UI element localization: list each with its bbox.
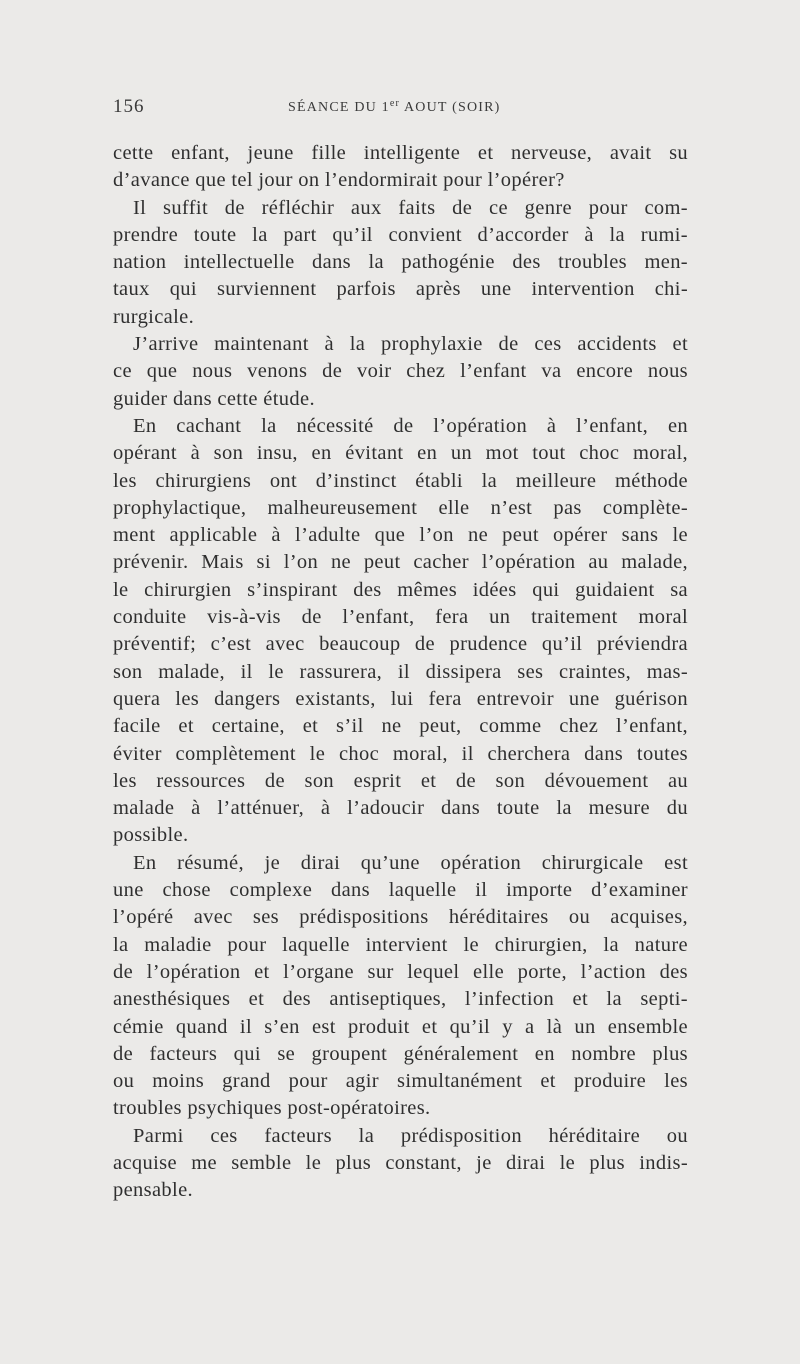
- text-line: ce que nous venons de voir chez l’enfant va encore nous: [113, 360, 688, 383]
- body-text: [113, 140, 688, 1205]
- text-line: taux qui surviennent parfois après une intervention chi-: [113, 278, 688, 301]
- text-line: éviter complètement le choc moral, il cherchera dans toutes: [113, 742, 688, 765]
- text-line: Il suffit de réfléchir aux faits de ce genre pour com-: [133, 196, 688, 219]
- text-line: rurgicale.: [113, 305, 195, 328]
- text-line: guider dans cette étude.: [113, 387, 315, 410]
- running-head-superscript: er: [389, 98, 401, 109]
- text-line: facile et certaine, et s’il ne peut, comme chez l’enfant,: [113, 715, 688, 738]
- text-line: Parmi ces facteurs la prédisposition héréditaire ou: [133, 1124, 688, 1147]
- text-line: les chirurgiens ont d’instinct établi la meilleure méthode: [113, 469, 688, 492]
- text-line: troubles psychiques post-opératoires.: [113, 1097, 431, 1120]
- text-line: d’avance que tel jour on l’endormirait pour l’opérer?: [113, 169, 565, 192]
- running-head: [288, 98, 501, 116]
- running-head-text: SÉANCE DU 1: [288, 100, 390, 115]
- text-line: son malade, il le rassurera, il dissipera ses craintes, mas-: [113, 660, 688, 683]
- text-line: ment applicable à l’adulte que l’on ne peut opérer sans le: [113, 524, 688, 547]
- running-head-text-end: AOUT (SOIR): [400, 100, 501, 115]
- text-line: prendre toute la part qu’il convient d’accorder à la rumi-: [113, 223, 688, 246]
- text-line: malade à l’atténuer, à l’adoucir dans toute la mesure du: [113, 797, 688, 820]
- text-line: possible.: [113, 824, 189, 847]
- text-line: l’opéré avec ses prédispositions héréditaires ou acquises,: [113, 906, 688, 929]
- page-header: [113, 96, 688, 124]
- page-number: 156: [113, 96, 145, 117]
- text-line: quera les dangers existants, lui fera entrevoir une guérison: [113, 687, 688, 710]
- text-line: cémie quand il s’en est produit et qu’il y a là un ensemble: [113, 1015, 688, 1038]
- text-line: opérant à son insu, en évitant en un mot tout choc moral,: [113, 442, 688, 465]
- text-line: En résumé, je dirai qu’une opération chirurgicale est: [133, 851, 688, 874]
- text-line: de facteurs qui se groupent généralement en nombre plus: [113, 1042, 688, 1065]
- text-line: J’arrive maintenant à la prophylaxie de ces accidents et: [133, 333, 688, 356]
- text-line: conduite vis-à-vis de l’enfant, fera un traitement moral: [113, 606, 688, 629]
- text-line: prévenir. Mais si l’on ne peut cacher l’opération au malade,: [113, 551, 688, 574]
- text-line: préventif; c’est avec beaucoup de prudence qu’il préviendra: [113, 633, 688, 656]
- text-line: la maladie pour laquelle intervient le chirurgien, la nature: [113, 933, 688, 956]
- text-line: de l’opération et l’organe sur lequel elle porte, l’action des: [113, 960, 688, 983]
- text-line: pensable.: [113, 1179, 193, 1202]
- text-line: une chose complexe dans laquelle il importe d’examiner: [113, 879, 688, 902]
- text-line: En cachant la nécessité de l’opération à l’enfant, en: [133, 414, 688, 437]
- text-line: le chirurgien s’inspirant des mêmes idées qui guidaient sa: [113, 578, 688, 601]
- text-line: nation intellectuelle dans la pathogénie des troubles men-: [113, 251, 688, 274]
- text-line: les ressources de son esprit et de son dévouement au: [113, 769, 688, 792]
- text-line: ou moins grand pour agir simultanément et produire les: [113, 1070, 688, 1093]
- text-line: cette enfant, jeune fille intelligente et nerveuse, avait su: [113, 142, 688, 164]
- text-line: acquise me semble le plus constant, je dirai le plus indis-: [113, 1151, 688, 1174]
- text-line: anesthésiques et des antiseptiques, l’infection et la septi-: [113, 988, 688, 1011]
- text-line: prophylactique, malheureusement elle n’est pas complète-: [113, 496, 688, 519]
